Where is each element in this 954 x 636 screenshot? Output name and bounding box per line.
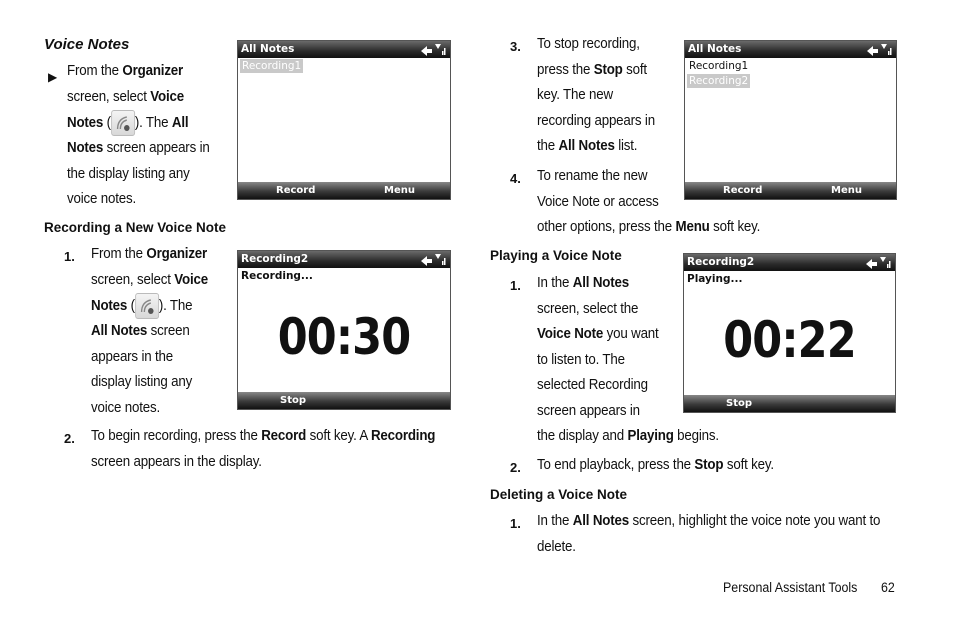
screen-title: All Notes (238, 41, 450, 58)
playing-status: Playing... (687, 273, 743, 285)
record-soft-key[interactable]: Record (276, 185, 316, 196)
note-item-recording2[interactable]: Recording2 (689, 75, 749, 87)
bullet-icon: ▶ (48, 70, 58, 84)
step-number: 4. (510, 171, 521, 186)
page-number: 62 (881, 580, 895, 595)
voice-notes-icon (111, 110, 135, 136)
step-number: 1. (510, 278, 521, 293)
record-soft-key[interactable]: Record (723, 185, 763, 196)
step-number: 2. (510, 460, 521, 475)
timer-display: 00:30 (277, 308, 411, 366)
screen-title: All Notes (685, 41, 896, 58)
deleting-step-1-text: In the All Notes screen, highlight the voice note you want to delete. (537, 513, 881, 555)
timer-display: 00:22 (723, 311, 856, 369)
screen-all-notes-updated (684, 40, 897, 200)
playing-heading: Playing a Voice Note (490, 248, 622, 263)
step-number: 1. (64, 249, 75, 264)
deleting-heading: Deleting a Voice Note (490, 487, 628, 502)
voice-notes-heading: Voice Notes (44, 36, 130, 53)
menu-soft-key[interactable]: Menu (384, 185, 415, 196)
soft-key-bar (238, 182, 450, 199)
step-3-text: To stop recording, press the Stop soft key. The new recording appears in the All Notes list. (537, 36, 655, 154)
menu-soft-key[interactable]: Menu (831, 185, 862, 196)
signal-icon (864, 42, 892, 57)
screen-playing (683, 253, 896, 413)
footer-section: Personal Assistant Tools (723, 580, 858, 595)
bullet-paragraph: From the Organizer screen, select Voice Notes ( ). The All Notes screen appears in the display listing any voice notes. (67, 63, 210, 208)
signal-icon (418, 42, 446, 57)
screen-title: Recording2 (684, 254, 895, 271)
step-4-text: To rename the new Voice Note or access other options, press the Menu soft key. (537, 168, 761, 235)
playing-step-1-text: In the All Notes screen, select the Voice Note you want to listen to. The selected Recording screen appears in the display and Playing begins. (537, 275, 719, 444)
soft-key-bar (685, 182, 896, 199)
step-1-text: From the Organizer screen, select Voice Notes ( ). The All Notes screen appears in the display listing any voice notes. (91, 246, 208, 416)
recording-status: Recording... (241, 270, 313, 282)
voice-notes-icon (135, 293, 159, 319)
stop-soft-key[interactable]: Stop (280, 395, 307, 406)
soft-key-bar (684, 395, 895, 412)
stop-soft-key[interactable]: Stop (726, 398, 753, 409)
signal-icon (863, 255, 891, 270)
playing-step-2-text: To end playback, press the Stop soft key. (537, 457, 774, 473)
screen-all-notes (237, 40, 451, 200)
step-2-text: To begin recording, press the Record soft key. A Recording screen appears in the display. (91, 428, 436, 470)
recording-heading: Recording a New Voice Note (44, 220, 227, 235)
screen-recording (237, 250, 451, 410)
signal-icon (418, 252, 446, 267)
screen-title: Recording2 (238, 251, 450, 268)
note-item-recording1[interactable]: Recording1 (242, 60, 302, 72)
note-item-recording1[interactable]: Recording1 (689, 60, 749, 72)
soft-key-bar (238, 392, 450, 409)
step-number: 2. (64, 431, 75, 446)
step-number: 1. (510, 516, 521, 531)
step-number: 3. (510, 39, 521, 54)
